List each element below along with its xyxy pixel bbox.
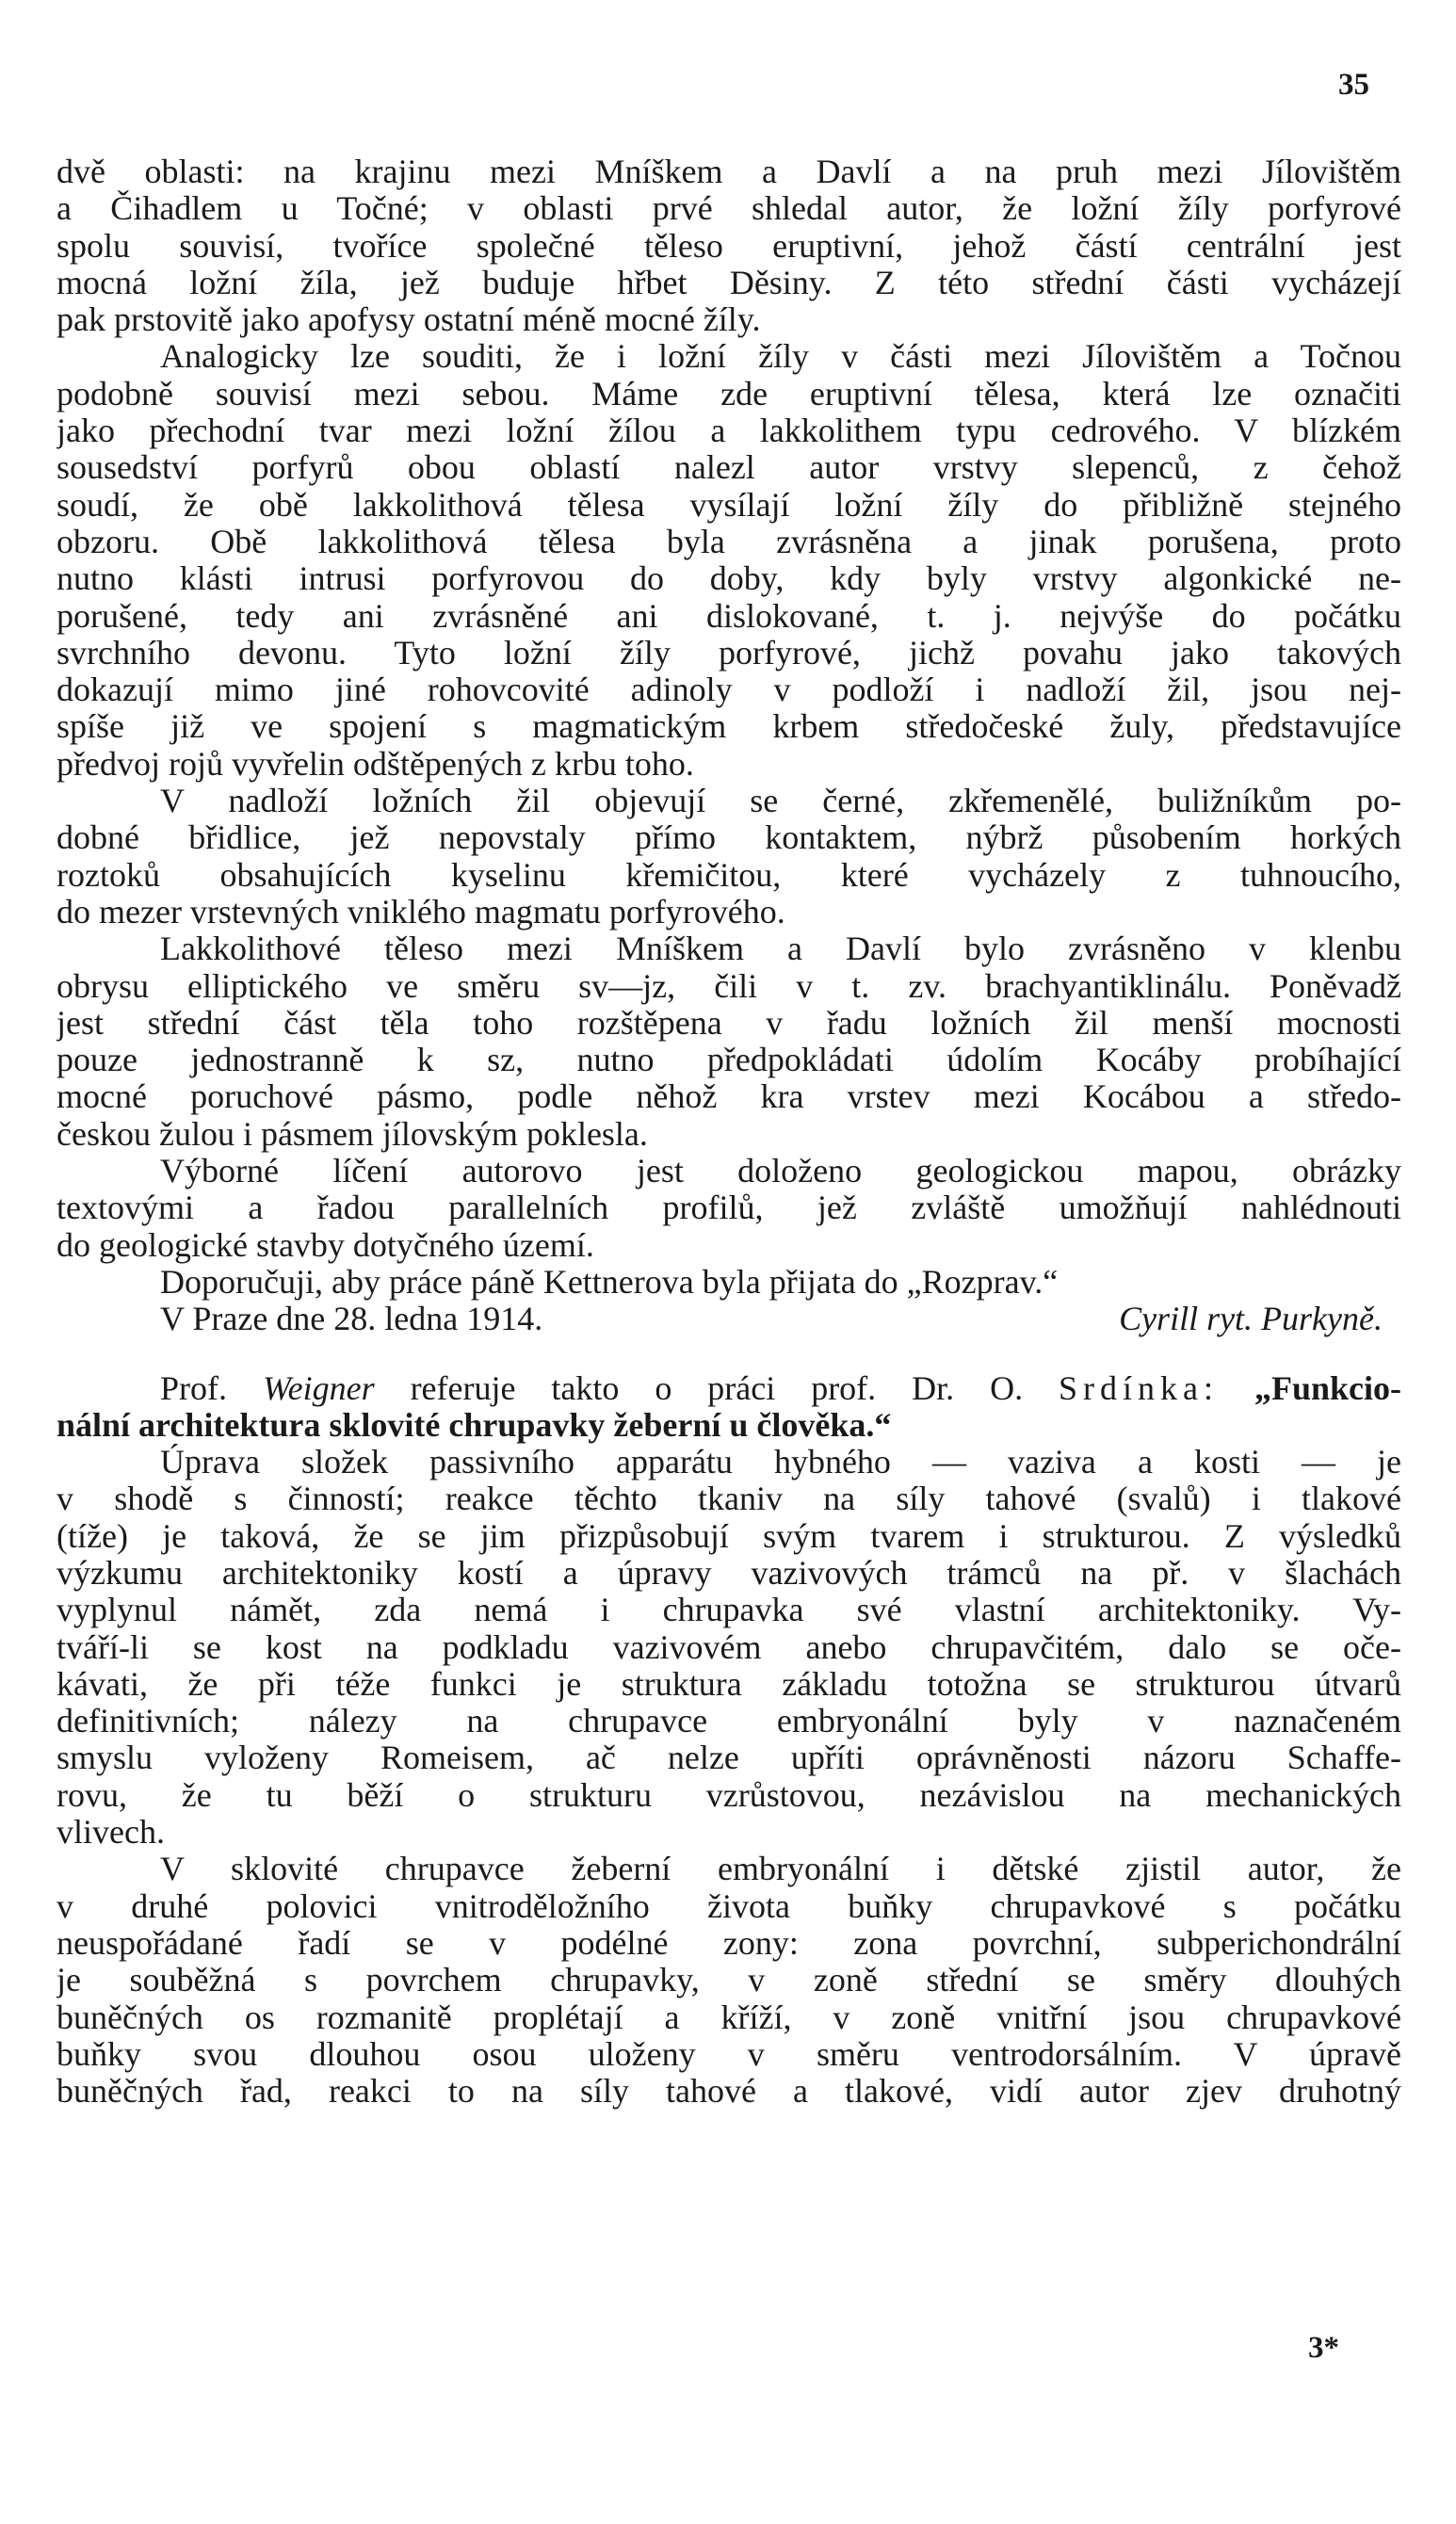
text-line: pak prstovitě jako apofysy ostatní méně mocné žíly.: [57, 301, 761, 339]
page-number: 35: [1338, 68, 1369, 102]
text-line: jest střední část těla toho rozštěpena v řadu ložních žil menší mocnosti: [57, 1004, 1401, 1042]
text-line: nutno klásti intrusi porfyrovou do doby, kdy byly vrstvy algonkické ne-: [57, 560, 1401, 598]
report-title-start: „Funkcio-: [1254, 1369, 1401, 1407]
text-line: jako přechodní tvar mezi ložní žílou a lakkolithem typu cedrového. V blízkém: [57, 413, 1401, 450]
text-line: roztoků obsahujících kyselinu křemičitou, které vycházely z tuhnoucího,: [57, 856, 1401, 894]
signature-author: Cyrill ryt. Purkyně.: [1119, 1301, 1383, 1338]
text-line: spíše již ve spojení s magmatickým krbem středočeské žuly, představujíce: [57, 708, 1401, 746]
report-prefix: Prof.: [160, 1369, 227, 1407]
text-line: dobné břidlice, jež nepovstaly přímo kontaktem, nýbrž působením horkých: [57, 819, 1401, 857]
body-text: [57, 154, 1401, 2110]
text-line: dokazují mimo jiné rohovcovité adinoly v podloží i nadloží žil, jsou nej-: [57, 671, 1401, 709]
text-line: sousedství porfyrů obou oblastí nalezl autor vrstvy slepenců, z čehož: [57, 449, 1401, 487]
text-line: do mezer vrstevných vniklého magmatu porfyrového.: [57, 893, 785, 930]
text-line: buněčných řad, reakci to na síly tahové a tlakové, vidí autor zjev druhotný: [57, 2073, 1401, 2111]
report-intro: referuje takto o práci prof. Dr. O.: [410, 1369, 1024, 1407]
text-line: Doporučuji, aby práce páně Kettnerova byla přijata do „Rozprav.“: [160, 1263, 1059, 1301]
text-line: buňky svou dlouhou osou uloženy v směru ventrodorsálním. V úpravě: [57, 2035, 1401, 2073]
text-line: rovu, že tu běží o strukturu vzrůstovou, nezávislou na mechanických: [57, 1776, 1401, 1814]
text-line: mocná ložní žíla, jež buduje hřbet Děsiny. Z této střední části vycházejí: [57, 264, 1401, 301]
text-line: dvě oblasti: na krajinu mezi Mníškem a Davlí a na pruh mezi Jílovištěm: [57, 154, 1401, 190]
text-line: (tíže) je taková, že se jim přizpůsobují svým tvarem i strukturou. Z výsledků: [57, 1517, 1401, 1555]
text-line: vyplynul námět, zda nemá i chrupavka své vlastní architektoniky. Vy-: [57, 1592, 1401, 1629]
text-line: pouze jednostranně k sz, nutno předpokládati údolím Kocáby probíhající: [57, 1042, 1401, 1079]
text-line: Úprava složek passivního apparátu hybného — vaziva a kosti — je: [160, 1444, 1401, 1481]
signature-place-date: V Praze dne 28. ledna 1914.: [160, 1301, 543, 1338]
text-line: kávati, že při téže funkci je struktura základu totožna se strukturou útvarů: [57, 1665, 1401, 1703]
text-line: buněčných os rozmanitě proplétají a kříží, v zoně vnitřní jsou chrupavkové: [57, 1998, 1401, 2036]
report-referee: Weigner: [262, 1369, 375, 1407]
text-line: textovými a řadou parallelních profilů, jež zvláště umožňují nahlédnouti: [57, 1189, 1401, 1227]
text-line: Analogicky lze souditi, že i ložní žíly v části mezi Jílovištěm a Točnou: [160, 338, 1401, 376]
text-line: do geologické stavby dotyčného území.: [57, 1226, 594, 1264]
text-line: v shodě s činností; reakce těchto tkaniv na síly tahové (svalů) i tlakové: [57, 1480, 1401, 1518]
text-line: je souběžná s povrchem chrupavky, v zoně střední se směry dlouhých: [57, 1962, 1401, 1999]
text-line: mocné poruchové pásmo, podle něhož kra vrstev mezi Kocábou a středo-: [57, 1078, 1401, 1116]
text-line: v druhé polovici vnitroděložního života buňky chrupavkové s počátku: [57, 1887, 1401, 1925]
text-line: V sklovité chrupavce žeberní embryonální i dětské zjistil autor, že: [160, 1851, 1401, 1888]
text-line: soudí, že obě lakkolithová tělesa vysílají ložní žíly do přibližně stejného: [57, 486, 1401, 524]
signature-line: [57, 1301, 1401, 1337]
text-line: předvoj rojů vyvřelin odštěpených z krbu toho.: [57, 745, 694, 783]
text-line: porušené, tedy ani zvrásněné ani dislokované, t. j. nejvýše do počátku: [57, 597, 1401, 635]
text-line: V nadloží ložních žil objevují se černé, zkřemenělé, buližníkům po-: [160, 783, 1401, 820]
text-line: podobně souvisí mezi sebou. Máme zde eruptivní tělesa, která lze označiti: [57, 375, 1401, 413]
sheet-signature-mark: 3*: [1308, 2331, 1339, 2365]
text-line: spolu souvisí, tvoříce společné těleso eruptivní, jehož částí centrální jest: [57, 227, 1401, 265]
text-line: českou žulou i pásmem jílovským poklesla.: [57, 1115, 648, 1153]
text-line: obzoru. Obě lakkolithová tělesa byla zvrásněna a jinak porušena, proto: [57, 523, 1401, 560]
text-line: smyslu vyloženy Romeisem, ač nelze upříti oprávněnosti názoru Schaffe-: [57, 1739, 1401, 1777]
text-line: Lakkolithové těleso mezi Mníškem a Davlí bylo zvrásněno v klenbu: [160, 930, 1401, 968]
report-author: Srdínka:: [1059, 1369, 1220, 1407]
text-line: obrysu elliptického ve směru sv—jz, čili v t. zv. brachyantiklinálu. Poněvadž: [57, 967, 1401, 1005]
text-line: svrchního devonu. Tyto ložní žíly porfyrové, jichž povahu jako takových: [57, 634, 1401, 671]
text-line: a Čihadlem u Točné; v oblasti prvé shledal autor, že ložní žíly porfyrové: [57, 190, 1401, 228]
text-line: vlivech.: [57, 1814, 165, 1852]
report-title: nální architektura sklovité chrupavky žeberní u člověka.“: [57, 1406, 892, 1444]
text-line: tváří-li se kost na podkladu vazivovém anebo chrupavčitém, dalo se oče-: [57, 1628, 1401, 1666]
text-line: Výborné líčení autorovo jest doloženo geologickou mapou, obrázky: [160, 1153, 1401, 1190]
text-line: výzkumu architektoniky kostí a úpravy vazivových trámců na př. v šlachách: [57, 1554, 1401, 1592]
text-line: definitivních; nálezy na chrupavce embryonální byly v naznačeném: [57, 1703, 1401, 1740]
text-line: neuspořádané řadí se v podélné zony: zona povrchní, subperichondrální: [57, 1924, 1401, 1962]
report-heading-line: [57, 1370, 1401, 1407]
section-gap: [57, 1338, 1401, 1370]
